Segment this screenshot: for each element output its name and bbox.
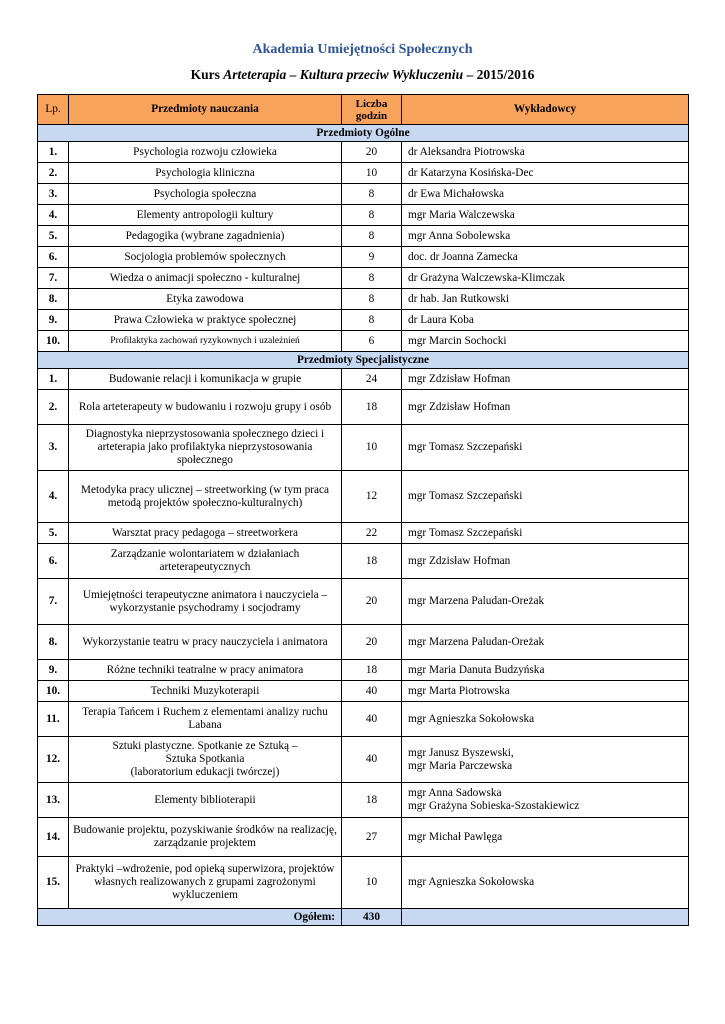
section-special-row: [38, 352, 689, 369]
hours-cell: 8: [342, 310, 402, 331]
course-title: [0, 67, 725, 83]
lecturer-line: mgr Janusz Byszewski,: [408, 746, 514, 759]
subject-cell: Pedagogika (wybrane zagadnienia): [69, 226, 342, 247]
subject-cell: Etyka zawodowa: [69, 289, 342, 310]
row-number: 3.: [38, 425, 69, 471]
row-number: 14.: [38, 818, 69, 857]
table-row: [38, 523, 689, 544]
subject-cell: Warsztat pracy pedagoga – streetworkera: [69, 523, 342, 544]
lecturer-cell: dr Grażyna Walczewska-Klimczak: [402, 268, 689, 289]
lecturer-cell: mgr Anna Sobolewska: [402, 226, 689, 247]
lecturer-cell: mgr Marcin Sochocki: [402, 331, 689, 352]
subject-cell: Budowanie projektu, pozyskiwanie środków na realizację, zarządzanie projektem: [69, 818, 342, 857]
hours-cell: 20: [342, 625, 402, 660]
table-row: [38, 184, 689, 205]
subject-cell: Prawa Człowieka w praktyce społecznej: [69, 310, 342, 331]
subject-cell: Wiedza o animacji społeczno - kulturalnej: [69, 268, 342, 289]
hours-cell: 18: [342, 660, 402, 681]
course-prefix: Kurs: [190, 67, 224, 82]
table-row: [38, 310, 689, 331]
hours-cell: 9: [342, 247, 402, 268]
lecturer-cell: [402, 737, 689, 783]
table-row: [38, 163, 689, 184]
course-suffix: – 2015/2016: [463, 67, 535, 82]
lecturer-cell: dr Laura Koba: [402, 310, 689, 331]
subject-cell: Metodyka pracy ulicznej – streetworking (w tym praca metodą projektów społeczno-kulturalnych): [69, 471, 342, 523]
subject-cell: Różne techniki teatralne w pracy animatora: [69, 660, 342, 681]
lecturer-line: mgr Grażyna Sobieska-Szostakiewicz: [408, 800, 580, 812]
subject-cell: Socjologia problemów społecznych: [69, 247, 342, 268]
row-number: 12.: [38, 737, 69, 783]
total-empty-cell: [402, 909, 689, 926]
table-row: [38, 268, 689, 289]
table-row: [38, 579, 689, 625]
subject-cell: Elementy antropologii kultury: [69, 205, 342, 226]
subject-cell: Elementy biblioterapii: [69, 783, 342, 818]
col-lp-header: Lp.: [38, 95, 69, 125]
subject-line: (laboratorium edukacji twórczej): [130, 766, 280, 778]
lecturer-cell: mgr Marzena Paludan-Oreżak: [402, 579, 689, 625]
col-hours-header: Liczba godzin: [342, 95, 402, 125]
subject-line: Sztuka Spotkania: [165, 753, 245, 765]
lecturer-cell: dr Katarzyna Kosińska-Dec: [402, 163, 689, 184]
subject-cell: Budowanie relacji i komunikacja w grupie: [69, 369, 342, 390]
lecturer-cell: mgr Zdzisław Hofman: [402, 369, 689, 390]
section-general-label: Przedmioty Ogólne: [38, 125, 689, 142]
col-lecturers-header: Wykładowcy: [402, 95, 689, 125]
hours-cell: 6: [342, 331, 402, 352]
table-row: [38, 857, 689, 909]
hours-cell: 24: [342, 369, 402, 390]
lecturer-cell: [402, 783, 689, 818]
subject-line: Sztuki plastyczne. Spotkanie ze Sztuką –: [112, 740, 298, 752]
table-row: [38, 425, 689, 471]
hours-cell: 8: [342, 184, 402, 205]
lecturer-cell: mgr Michał Pawlęga: [402, 818, 689, 857]
lecturer-cell: dr Aleksandra Piotrowska: [402, 142, 689, 163]
subject-cell: Praktyki –wdrożenie, pod opieką superwizora, projektów własnych realizowanych z grupami zagrożonymi wykluczeniem: [69, 857, 342, 909]
lecturer-cell: mgr Marzena Paludan-Oreżak: [402, 625, 689, 660]
table-row: [38, 331, 689, 352]
hours-cell: 18: [342, 544, 402, 579]
hours-cell: 12: [342, 471, 402, 523]
lecturer-cell: mgr Marta Piotrowska: [402, 681, 689, 702]
hours-cell: 8: [342, 226, 402, 247]
section-special-label: Przedmioty Specjalistyczne: [38, 352, 689, 369]
lecturer-cell: dr Ewa Michałowska: [402, 184, 689, 205]
table-row: [38, 737, 689, 783]
table-row: [38, 702, 689, 737]
lecturer-cell: mgr Agnieszka Sokołowska: [402, 857, 689, 909]
header-row: [38, 95, 689, 125]
hours-cell: 8: [342, 268, 402, 289]
subject-cell: Diagnostyka nieprzystosowania społecznego dzieci i arteterapia jako profilaktyka nieprzystosowania społecznego: [69, 425, 342, 471]
lecturer-line: mgr Anna Sadowska: [408, 787, 502, 799]
row-number: 13.: [38, 783, 69, 818]
hours-cell: 22: [342, 523, 402, 544]
subject-cell: Profilaktyka zachowań ryzykownych i uzależnień: [69, 331, 342, 352]
row-number: 10.: [38, 681, 69, 702]
row-number: 5.: [38, 523, 69, 544]
row-number: 10.: [38, 331, 69, 352]
subject-cell: Psychologia rozwoju człowieka: [69, 142, 342, 163]
hours-cell: 40: [342, 702, 402, 737]
lecturer-line: mgr Maria Parczewska: [408, 759, 513, 772]
lecturer-cell: mgr Tomasz Szczepański: [402, 471, 689, 523]
hours-cell: 27: [342, 818, 402, 857]
lecturer-cell: mgr Zdzisław Hofman: [402, 390, 689, 425]
row-number: 1.: [38, 369, 69, 390]
hours-cell: 20: [342, 142, 402, 163]
col-subject-header: Przedmioty nauczania: [69, 95, 342, 125]
hours-cell: 8: [342, 205, 402, 226]
table-row: [38, 205, 689, 226]
section-general-row: [38, 125, 689, 142]
table-row: [38, 660, 689, 681]
row-number: 7.: [38, 268, 69, 289]
hours-cell: 20: [342, 579, 402, 625]
row-number: 1.: [38, 142, 69, 163]
hours-cell: 8: [342, 289, 402, 310]
table-row: [38, 783, 689, 818]
lecturer-cell: mgr Agnieszka Sokołowska: [402, 702, 689, 737]
subject-cell: Psychologia społeczna: [69, 184, 342, 205]
table-row: [38, 390, 689, 425]
total-label: Ogółem:: [38, 909, 342, 926]
row-number: 3.: [38, 184, 69, 205]
academy-title: Akademia Umiejętności Społecznych: [252, 42, 473, 57]
subject-cell: Techniki Muzykoterapii: [69, 681, 342, 702]
row-number: 2.: [38, 390, 69, 425]
row-number: 8.: [38, 289, 69, 310]
lecturer-cell: doc. dr Joanna Zamecka: [402, 247, 689, 268]
lecturer-cell: mgr Maria Danuta Budzyńska: [402, 660, 689, 681]
curriculum-table: [37, 94, 689, 926]
row-number: 6.: [38, 544, 69, 579]
table-row: [38, 681, 689, 702]
row-number: 9.: [38, 310, 69, 331]
hours-cell: 10: [342, 857, 402, 909]
subject-cell: Umiejętności terapeutyczne animatora i nauczyciela – wykorzystanie psychodramy i socjodramy: [69, 579, 342, 625]
row-number: 7.: [38, 579, 69, 625]
table-row: [38, 226, 689, 247]
hours-cell: 10: [342, 425, 402, 471]
lecturer-cell: mgr Tomasz Szczepański: [402, 425, 689, 471]
hours-cell: 40: [342, 681, 402, 702]
hours-cell: 10: [342, 163, 402, 184]
row-number: 4.: [38, 205, 69, 226]
total-row: [38, 909, 689, 926]
hours-cell: 40: [342, 737, 402, 783]
hours-cell: 18: [342, 390, 402, 425]
subject-cell: Zarządzanie wolontariatem w działaniach arteterapeutycznych: [69, 544, 342, 579]
table-row: [38, 369, 689, 390]
lecturer-cell: mgr Zdzisław Hofman: [402, 544, 689, 579]
row-number: 6.: [38, 247, 69, 268]
table-row: [38, 818, 689, 857]
hours-cell: 18: [342, 783, 402, 818]
course-name: Arteterapia – Kultura przeciw Wykluczeniu: [223, 67, 464, 82]
row-number: 2.: [38, 163, 69, 184]
table-row: [38, 544, 689, 579]
table-row: [38, 471, 689, 523]
row-number: 8.: [38, 625, 69, 660]
lecturer-cell: mgr Maria Walczewska: [402, 205, 689, 226]
subject-cell: Wykorzystanie teatru w pracy nauczyciela i animatora: [69, 625, 342, 660]
lecturer-cell: mgr Tomasz Szczepański: [402, 523, 689, 544]
total-value: 430: [342, 909, 402, 926]
subject-cell: Psychologia kliniczna: [69, 163, 342, 184]
row-number: 15.: [38, 857, 69, 909]
row-number: 9.: [38, 660, 69, 681]
table-row: [38, 625, 689, 660]
subject-cell: Terapia Tańcem i Ruchem z elementami analizy ruchu Labana: [69, 702, 342, 737]
table-row: [38, 289, 689, 310]
subject-cell: [69, 737, 342, 783]
row-number: 5.: [38, 226, 69, 247]
subject-cell: Rola arteterapeuty w budowaniu i rozwoju grupy i osób: [69, 390, 342, 425]
table-row: [38, 247, 689, 268]
lecturer-cell: dr hab. Jan Rutkowski: [402, 289, 689, 310]
row-number: 4.: [38, 471, 69, 523]
table-row: [38, 142, 689, 163]
row-number: 11.: [38, 702, 69, 737]
